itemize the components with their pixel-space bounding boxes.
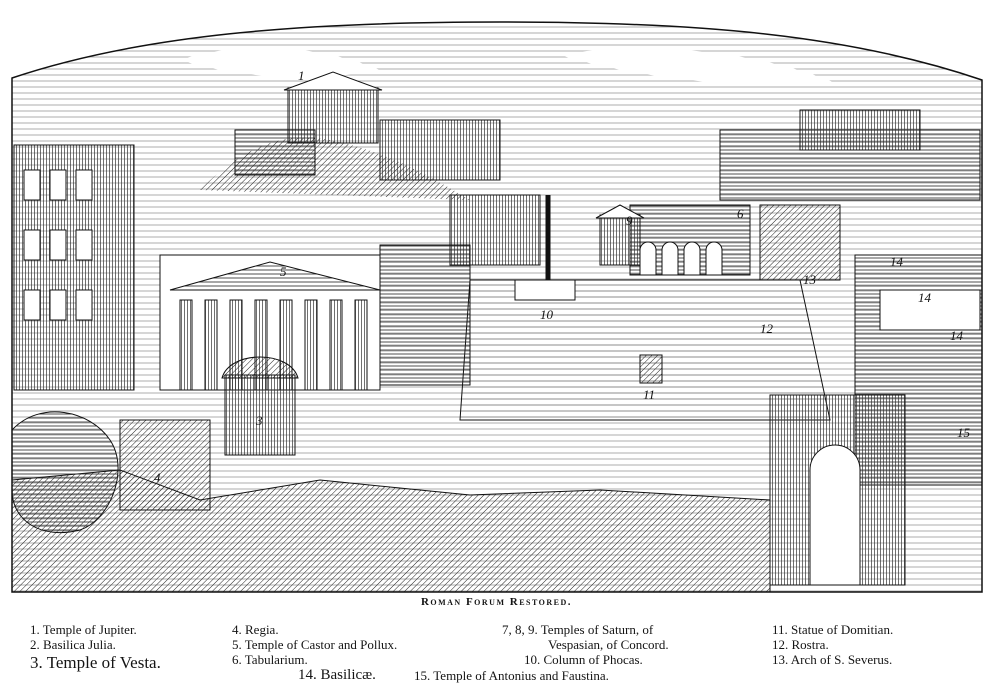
legend-item: 5. Temple of Castor and Pollux. [232,637,398,652]
figure-label: 14 [890,254,903,269]
legend-item: 4. Regia. [232,622,279,637]
legend-item: 7, 8, 9. Temples of Saturn, of [502,622,654,637]
legend-item: 12. Rostra. [772,637,829,652]
legend-item: 1. Temple of Jupiter. [30,622,137,637]
figure-label: 11 [643,387,656,402]
legend-item-basilicae: 14. Basilicæ. [298,667,376,683]
legend-item: 13. Arch of S. Severus. [772,652,893,667]
figure-label: 15 [957,425,970,440]
legend-column-3 [502,622,669,667]
legend-column-4 [772,622,893,667]
figure-label: 4 [154,470,161,485]
figure-label: 9 [626,213,633,228]
legend-item-temple-antonius: 15. Temple of Antonius and Faustina. [414,668,609,683]
figure-label: 13 [803,272,816,287]
figure-label: 3 [256,413,263,428]
legend-column-1 [30,622,161,673]
statue-of-domitian [640,355,662,383]
figure-label: 10 [540,307,553,322]
figure-label: 12 [760,321,773,336]
figure-label: 14 [950,328,963,343]
legend-item: Vespasian, of Concord. [548,637,669,652]
legend-column-2 [232,622,397,667]
figure-label: 6 [737,206,744,221]
figure-label: 5 [280,264,287,279]
legend-item: 6. Tabularium. [232,652,308,667]
figure-label: 14 [918,290,931,305]
figure-label: 1 [298,68,305,83]
legend-item: 11. Statue of Domitian. [772,622,894,637]
legend-item: 3. Temple of Vesta. [30,653,161,672]
figure-caption: Roman Forum Restored. [420,596,573,608]
legend-item: 2. Basilica Julia. [30,637,116,652]
legend-item: 10. Column of Phocas. [524,652,643,667]
